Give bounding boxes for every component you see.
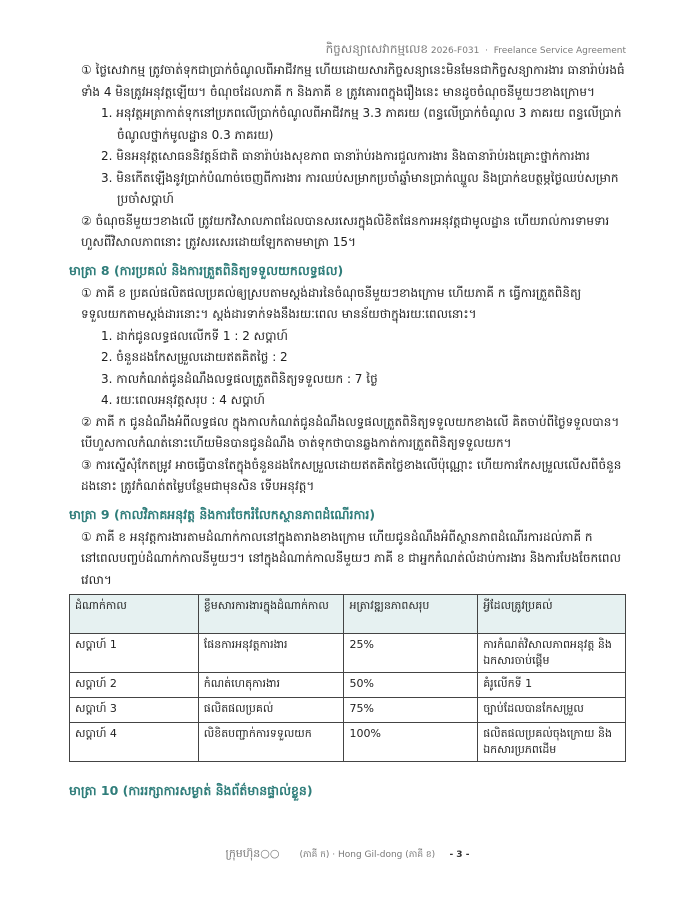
- intro-item-2: 2. មិនអនុវត្តសោធននិវត្តន៍ជាតិ ធានារ៉ាប់រងសុខភាព ធានារ៉ាប់រងការជួលការងារ និងធានារ៉ាប់រងគ្រោះថ្នាក់ការងារ: [101, 149, 590, 163]
- article-8-item-3: 3. កាលកំណត់ជូនដំណឹងលទ្ធផលត្រួតពិនិត្យទទួលយក : 7 ថ្ងៃ: [101, 371, 378, 386]
- article-10-number: 10: [100, 783, 119, 798]
- contract-code: 2026-F031: [430, 46, 480, 56]
- article-9-title: (កាលវិភាគអនុវត្ត និងការចែករំលែកស្ថានភាពដំណើរការ): [113, 506, 376, 522]
- table-row: [70, 698, 626, 723]
- table-cell: 100%: [344, 723, 478, 762]
- page-number: - 3 -: [449, 850, 470, 860]
- intro-item-3: 3. មិនកើតឡើងនូវប្រាក់បំណាច់ចេញពីការងារ ការឈប់សម្រាកប្រចាំឆ្នាំមានប្រាក់ឈ្នួល និងប្រាក់ឧបត្ថម្ភថ្ងៃឈប់សម្រាកប្រចាំសប្ដាហ៍: [101, 170, 619, 206]
- article-8-paragraph-1: ① ភាគី ខ ប្រគល់ផលិតផលប្រគល់ឲ្យស្របតាមស្តង់ដារនៃចំណុចនីមួយៗខាងក្រោម ហើយភាគី ក ធ្វើការត្រួតពិនិត្យទទួលយកតាមស្តង់ដារនោះ។ ស្តង់ដារទាក់ទងនឹងរយៈពេល មានន័យថាក្នុងរយៈពេលនោះ។: [81, 285, 582, 321]
- article-10-title: (ការរក្សាការសម្ងាត់ និងព័ត៌មានផ្ទាល់ខ្លួន): [122, 783, 313, 798]
- table-cell: ច្បាប់ដែលបានកែសម្រួល: [478, 698, 626, 723]
- article-8-title: (ការប្រគល់ និងការត្រួតពិនិត្យទទួលយកលទ្ធផល): [113, 262, 344, 278]
- column-header-stage: ដំណាក់កាល: [70, 595, 199, 634]
- table-cell: លិខិតបញ្ជាក់ការទទួលយក: [198, 723, 344, 762]
- article-8-item-1: 1. ដាក់ជូនលទ្ធផលលើកទី 1 : 2 សប្ដាហ៍: [101, 328, 288, 343]
- article-10-heading: [69, 780, 626, 801]
- article-8-item-2: 2. ចំនួនដងកែសម្រួលដោយឥតគិតថ្លៃ : 2: [101, 350, 288, 364]
- article-8-heading: [69, 260, 626, 281]
- table-cell: គំរូលើកទី 1: [478, 673, 626, 698]
- table-cell: ការកំណត់វិសាលភាពអនុវត្ត និងឯកសារចាប់ផ្ដើម: [478, 634, 626, 673]
- article-10-prefix: មាត្រា: [69, 783, 97, 798]
- table-cell: ផែនការអនុវត្តការងារ: [198, 634, 344, 673]
- column-header-progress: អត្រាវឌ្ឍនភាពសរុប: [344, 595, 478, 634]
- table-cell: 75%: [344, 698, 478, 723]
- table-cell: សប្ដាហ៍ 3: [70, 698, 199, 723]
- schedule-table: [69, 594, 626, 762]
- document-body: [69, 60, 626, 803]
- article-9-heading: [69, 504, 626, 525]
- table-cell: សប្ដាហ៍ 2: [70, 673, 199, 698]
- table-row: [70, 723, 626, 762]
- article-9-number: 9: [100, 506, 110, 522]
- intro-item-1: 1. អនុវត្តអត្រាកាត់ទុកនៅប្រភពលើប្រាក់ចំណូលពីអាជីវកម្ម 3.3 ភាគរយ (ពន្ធលើប្រាក់ចំណូល 3 ភាគរយ ពន្ធលើប្រាក់ចំណូលថ្នាក់មូលដ្ឋាន 0.3 ភាគរយ): [101, 106, 622, 142]
- column-header-deliverable: អ្វីដែលត្រូវប្រគល់: [478, 595, 626, 634]
- header-title-kh: កិច្ចសន្យាសេវាកម្មលេខ: [325, 42, 428, 56]
- table-cell: សប្ដាហ៍ 1: [70, 634, 199, 673]
- column-header-content: ខ្លឹមសារការងារក្នុងដំណាក់កាល: [198, 595, 344, 634]
- header-title-en: Freelance Service Agreement: [493, 46, 626, 56]
- table-header-row: [70, 595, 626, 634]
- article-8-paragraph-3: ③ ការស្នើសុំកែតម្រូវ អាចធ្វើបានតែក្នុងចំនួនដងកែសម្រួលដោយឥតគិតថ្លៃខាងលើប៉ុណ្ណោះ ហើយការកែសម្រួលលើសពីចំនួនដងនោះ ត្រូវកំណត់តម្លៃបន្ថែមជាមុនសិន ទើបអនុវត្ត។: [81, 457, 622, 493]
- article-8-prefix: មាត្រា: [69, 262, 97, 278]
- table-row: [70, 673, 626, 698]
- table-cell: 25%: [344, 634, 478, 673]
- article-8-number: 8: [100, 262, 110, 278]
- article-8-item-4: 4. រយៈពេលអនុវត្តសរុប : 4 សប្ដាហ៍: [101, 393, 265, 407]
- table-row: [70, 634, 626, 673]
- table-cell: កំណត់ហេតុការងារ: [198, 673, 344, 698]
- party-a-label: (ភាគី ក): [299, 850, 330, 860]
- article-9-paragraph-1: ① ភាគី ខ អនុវត្តការងារតាមដំណាក់កាលនៅក្នុងតារាងខាងក្រោម ហើយជូនដំណឹងអំពីស្ថានភាពដំណើរការដល់ភាគី ក នៅពេលបញ្ចប់ដំណាក់កាលនីមួយៗ។ នៅក្នុងដំណាក់កាលនីមួយៗ ភាគី ខ ជាអ្នកកំណត់លំដាប់ការងារ និងការបែងចែកពេលវេលា។: [81, 529, 621, 587]
- article-8-paragraph-2: ② ភាគី ក ជូនដំណឹងអំពីលទ្ធផល ក្នុងកាលកំណត់ជូនដំណឹងលទ្ធផលត្រួតពិនិត្យទទួលយកខាងលើ គិតចាប់ពីថ្ងៃទទួលបាន។ បើហួសកាលកំណត់នោះហើយមិនបានជូនដំណឹង ចាត់ទុកថាបានឆ្លងកាត់ការត្រួតពិនិត្យទទួលយក។: [81, 414, 620, 450]
- party-b-name: · Hong Gil-dong (ភាគី ខ): [332, 850, 436, 860]
- table-cell: ផលិតផលប្រគល់: [198, 698, 344, 723]
- page-footer: [0, 847, 695, 863]
- intro-paragraph-2: ② ចំណុចនីមួយៗខាងលើ ត្រូវយកវិសាលភាពដែលបានសរសេរក្នុងលិខិតផែនការអនុវត្តជាមូលដ្ឋាន ហើយរាល់ការទាមទារហួសពីវិសាលភាពនោះ ត្រូវសរសេរដោយឡែកតាមមាត្រា 15។: [81, 213, 610, 249]
- party-a-name: ក្រុមហ៊ុន○○: [225, 847, 280, 860]
- article-9-prefix: មាត្រា: [69, 506, 97, 522]
- intro-paragraph-1: ① ថ្លៃសេវាកម្ម ត្រូវចាត់ទុកជាប្រាក់ចំណូលពីអាជីវកម្ម ហើយដោយសារកិច្ចសន្យានេះមិនមែនជាកិច្ចសន្យាការងារ ធានារ៉ាប់រងធំទាំង 4 មិនត្រូវអនុវត្តឡើយ។ ចំណុចដែលភាគី ក និងភាគី ខ ត្រូវគោរពក្នុងរឿងនេះ មានដូចចំណុចនីមួយៗខាងក្រោម។: [81, 63, 625, 99]
- table-cell: 50%: [344, 673, 478, 698]
- table-cell: ផលិតផលប្រគល់ចុងក្រោយ និងឯកសារប្រភពដើម: [478, 723, 626, 762]
- header-separator: ·: [485, 46, 488, 56]
- page-header: [69, 41, 626, 59]
- table-cell: សប្ដាហ៍ 4: [70, 723, 199, 762]
